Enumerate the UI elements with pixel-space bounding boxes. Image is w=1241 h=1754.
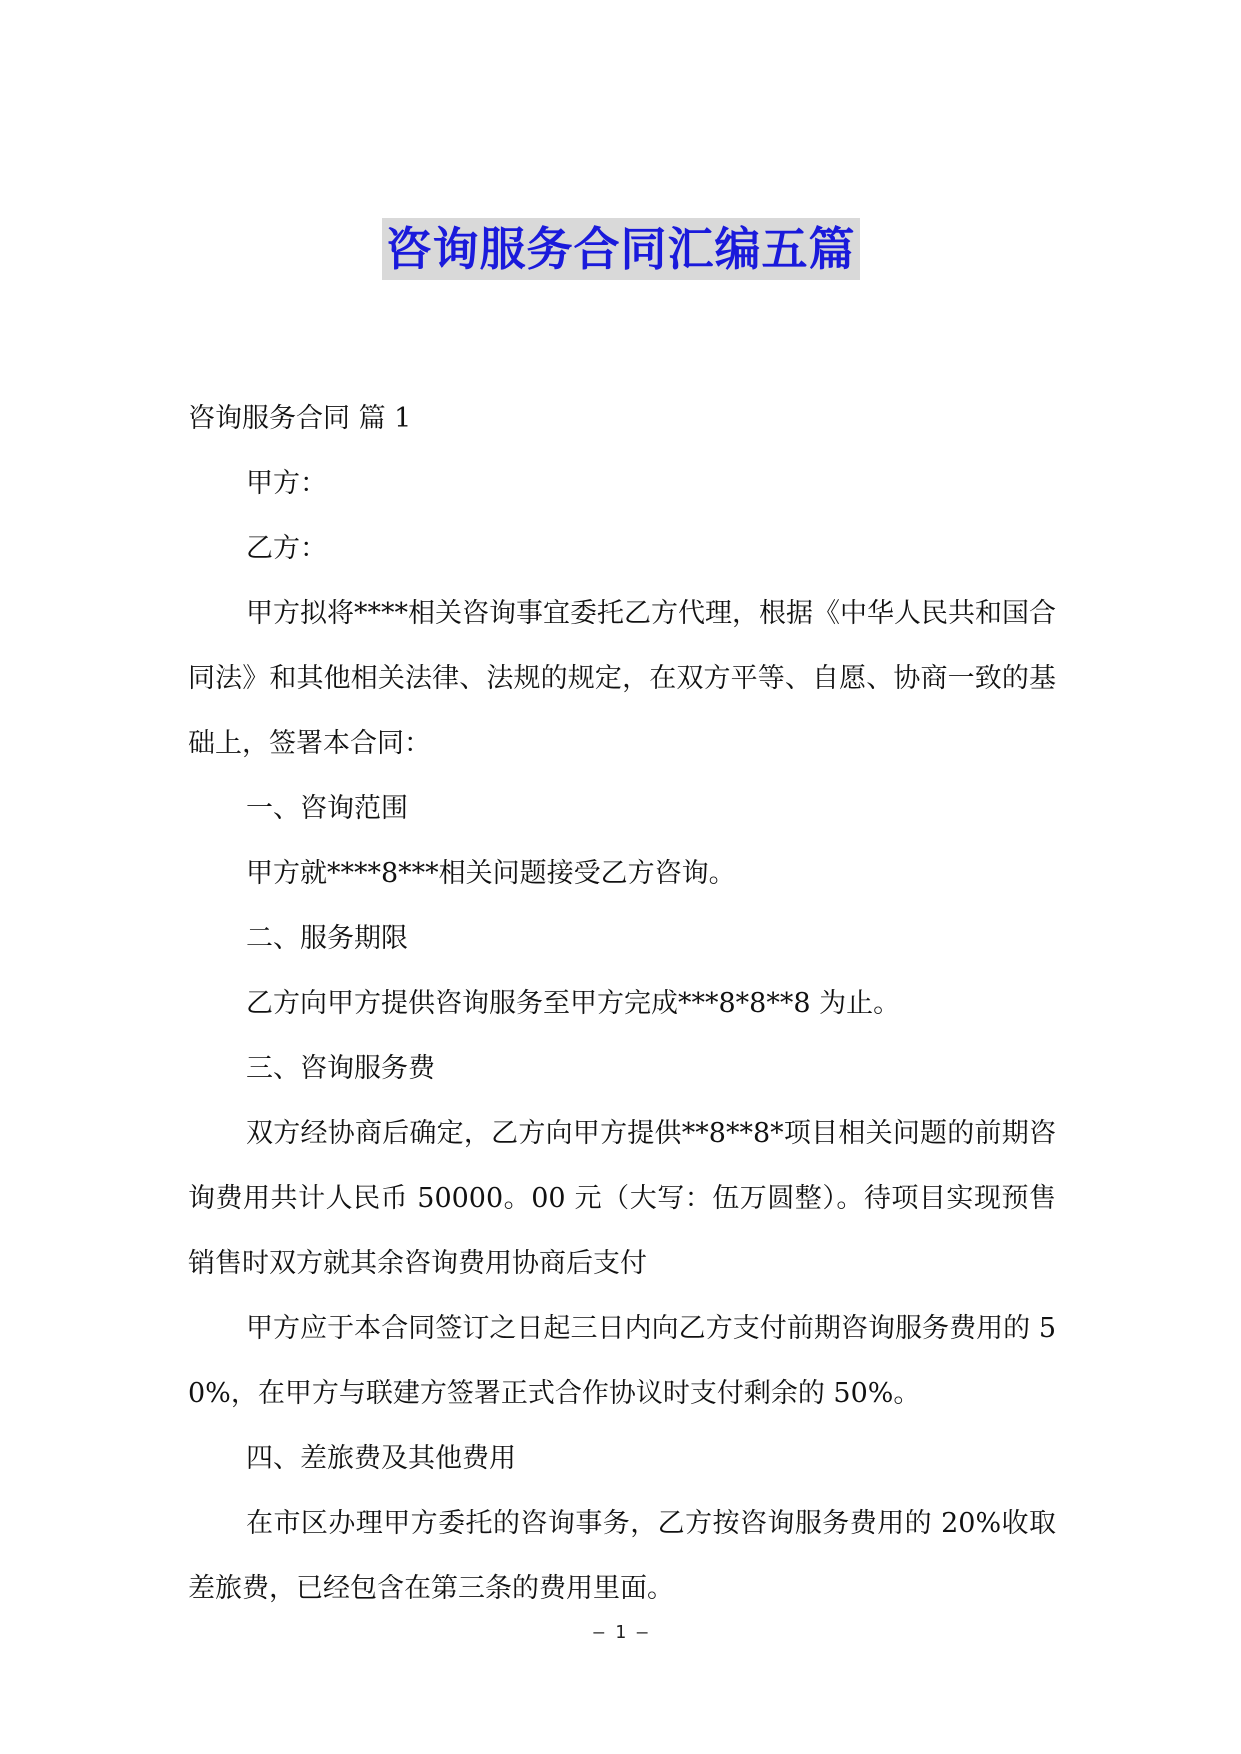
clause-term-text: 乙方向甲方提供咨询服务至甲方完成***8*8**8 为止。 — [246, 988, 901, 1019]
party-b-line: 乙方： — [246, 533, 327, 564]
clause-heading-scope: 一、咨询范围 — [246, 793, 408, 824]
clause-heading-travel: 四、差旅费及其他费用 — [246, 1443, 516, 1474]
clause-fee-text: 双方经协商后确定，乙方向甲方提供**8**8*项目相关问题的前期咨询费用共计人民币 50000。00 元（大写：伍万圆整）。待项目实现预售销售时双方就其余咨询费用协商后支付 — [188, 1118, 1056, 1279]
party-a-line: 甲方： — [246, 468, 327, 499]
section-heading: 咨询服务合同 篇 1 — [188, 403, 412, 434]
clause-heading-fee: 三、咨询服务费 — [246, 1053, 435, 1084]
preamble-paragraph: 甲方拟将****相关咨询事宜委托乙方代理，根据《中华人民共和国合同法》和其他相关法律、法规的规定，在双方平等、自愿、协商一致的基础上，签署本合同： — [188, 598, 1056, 759]
clause-payment-text: 甲方应于本合同签订之日起三日内向乙方支付前期咨询服务费用的 50%，在甲方与联建方签署正式合作协议时支付剩余的 50%。 — [188, 1313, 1056, 1409]
title-container — [0, 218, 1241, 280]
clause-scope-text: 甲方就****8***相关问题接受乙方咨询。 — [246, 858, 736, 889]
clause-heading-term: 二、服务期限 — [246, 923, 408, 954]
document-body — [188, 386, 1056, 1621]
document-title: 咨询服务合同汇编五篇 — [382, 218, 860, 280]
clause-travel-text: 在市区办理甲方委托的咨询事务，乙方按咨询服务费用的 20%收取差旅费，已经包含在第三条的费用里面。 — [188, 1508, 1056, 1604]
page-number: — 1 — — [593, 1622, 648, 1643]
